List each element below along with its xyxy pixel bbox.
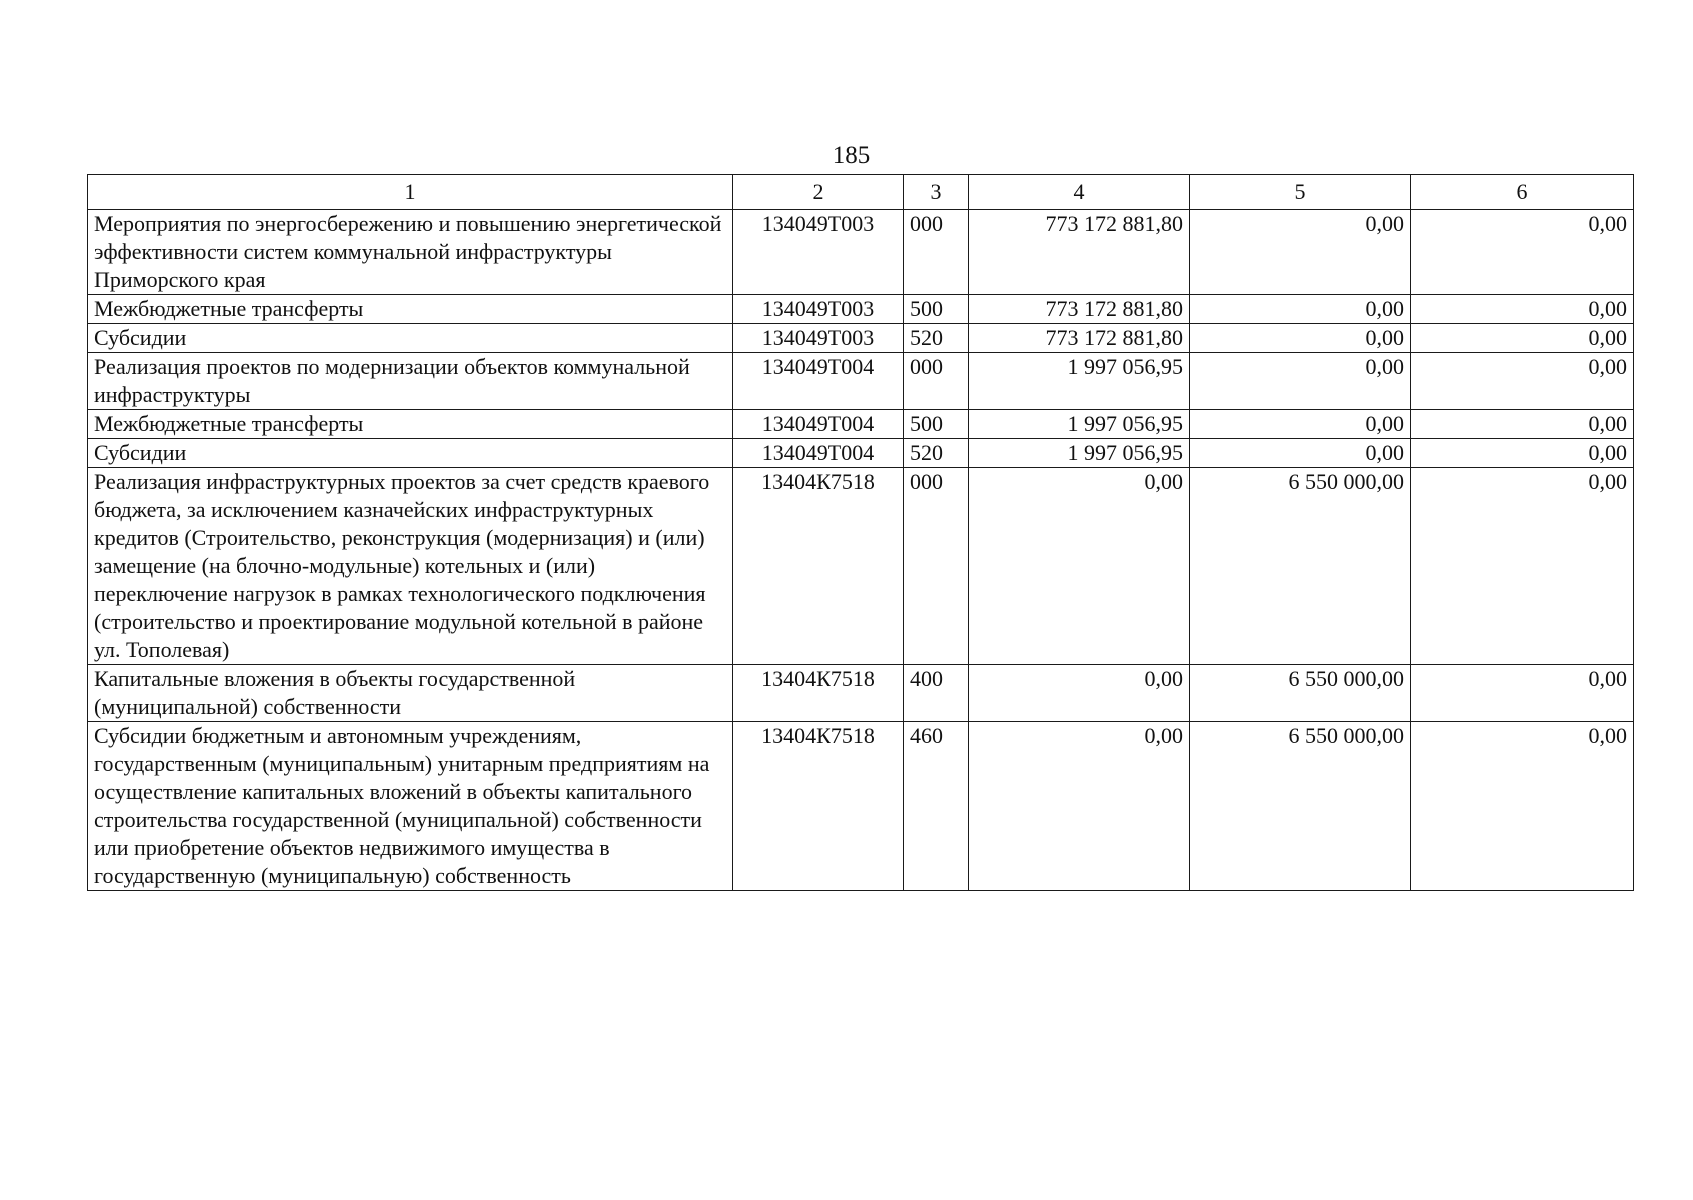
row-value-col6: 0,00 bbox=[1411, 439, 1634, 468]
row-value-col6: 0,00 bbox=[1411, 468, 1634, 665]
table-row bbox=[88, 722, 1634, 891]
row-value-col4: 1 997 056,95 bbox=[969, 353, 1190, 410]
row-name: Межбюджетные трансферты bbox=[88, 410, 733, 439]
row-expense-type: 400 bbox=[904, 665, 969, 722]
table-row bbox=[88, 439, 1634, 468]
row-expense-type: 000 bbox=[904, 468, 969, 665]
row-code: 134049Т004 bbox=[733, 439, 904, 468]
table-row bbox=[88, 210, 1634, 295]
row-name: Межбюджетные трансферты bbox=[88, 295, 733, 324]
column-header: 3 bbox=[904, 175, 969, 210]
column-header: 4 bbox=[969, 175, 1190, 210]
row-value-col5: 0,00 bbox=[1190, 210, 1411, 295]
row-code: 134049Т004 bbox=[733, 353, 904, 410]
table-header-row bbox=[88, 175, 1634, 210]
row-name: Субсидии bbox=[88, 439, 733, 468]
row-expense-type: 520 bbox=[904, 324, 969, 353]
column-header: 1 bbox=[88, 175, 733, 210]
row-value-col6: 0,00 bbox=[1411, 210, 1634, 295]
row-expense-type: 000 bbox=[904, 210, 969, 295]
row-expense-type: 500 bbox=[904, 295, 969, 324]
row-code: 134049Т003 bbox=[733, 295, 904, 324]
row-name: Капитальные вложения в объекты государственной (муниципальной) собственности bbox=[88, 665, 733, 722]
row-value-col4: 773 172 881,80 bbox=[969, 295, 1190, 324]
row-value-col4: 773 172 881,80 bbox=[969, 324, 1190, 353]
row-value-col6: 0,00 bbox=[1411, 353, 1634, 410]
row-value-col5: 0,00 bbox=[1190, 353, 1411, 410]
row-name: Реализация проектов по модернизации объектов коммунальной инфраструктуры bbox=[88, 353, 733, 410]
row-value-col5: 6 550 000,00 bbox=[1190, 468, 1411, 665]
table-row bbox=[88, 324, 1634, 353]
column-header: 5 bbox=[1190, 175, 1411, 210]
table-row bbox=[88, 295, 1634, 324]
table-row bbox=[88, 353, 1634, 410]
row-code: 134049Т003 bbox=[733, 324, 904, 353]
row-code: 13404К7518 bbox=[733, 722, 904, 891]
page-number: 185 bbox=[832, 142, 871, 169]
row-value-col4: 0,00 bbox=[969, 468, 1190, 665]
table-row bbox=[88, 665, 1634, 722]
row-value-col4: 773 172 881,80 bbox=[969, 210, 1190, 295]
row-value-col6: 0,00 bbox=[1411, 410, 1634, 439]
row-value-col5: 6 550 000,00 bbox=[1190, 722, 1411, 891]
row-name: Реализация инфраструктурных проектов за счет средств краевого бюджета, за исключением казначейских инфраструктурных кредитов (Строительство, реконструкция (модернизация) и (или) замещение (на блочно-модульные) котельных и (или) переключение нагрузок в рамках технологического подключения (строительство и проектирование модульной котельной в районе ул. Тополевая) bbox=[88, 468, 733, 665]
row-value-col4: 1 997 056,95 bbox=[969, 410, 1190, 439]
row-name: Субсидии бюджетным и автономным учреждениям, государственным (муниципальным) унитарным предприятиям на осуществление капитальных вложений в объекты капитального строительства государственной (муниципальной) собственности или приобретение объектов недвижимого имущества в государственную (муниципальную) собственность bbox=[88, 722, 733, 891]
table-row bbox=[88, 410, 1634, 439]
row-value-col6: 0,00 bbox=[1411, 295, 1634, 324]
column-header: 6 bbox=[1411, 175, 1634, 210]
row-expense-type: 500 bbox=[904, 410, 969, 439]
table-row bbox=[88, 468, 1634, 665]
row-value-col5: 0,00 bbox=[1190, 295, 1411, 324]
budget-table bbox=[87, 174, 1634, 891]
row-code: 134049Т003 bbox=[733, 210, 904, 295]
row-value-col4: 0,00 bbox=[969, 665, 1190, 722]
row-value-col6: 0,00 bbox=[1411, 722, 1634, 891]
row-expense-type: 520 bbox=[904, 439, 969, 468]
row-value-col6: 0,00 bbox=[1411, 665, 1634, 722]
row-value-col5: 0,00 bbox=[1190, 324, 1411, 353]
row-expense-type: 000 bbox=[904, 353, 969, 410]
row-code: 13404К7518 bbox=[733, 468, 904, 665]
row-value-col5: 0,00 bbox=[1190, 410, 1411, 439]
row-code: 134049Т004 bbox=[733, 410, 904, 439]
row-name: Субсидии bbox=[88, 324, 733, 353]
row-value-col5: 6 550 000,00 bbox=[1190, 665, 1411, 722]
row-value-col5: 0,00 bbox=[1190, 439, 1411, 468]
column-header: 2 bbox=[733, 175, 904, 210]
row-code: 13404К7518 bbox=[733, 665, 904, 722]
row-value-col6: 0,00 bbox=[1411, 324, 1634, 353]
row-value-col4: 0,00 bbox=[969, 722, 1190, 891]
row-expense-type: 460 bbox=[904, 722, 969, 891]
row-value-col4: 1 997 056,95 bbox=[969, 439, 1190, 468]
row-name: Мероприятия по энергосбережению и повышению энергетической эффективности систем коммунальной инфраструктуры Приморского края bbox=[88, 210, 733, 295]
